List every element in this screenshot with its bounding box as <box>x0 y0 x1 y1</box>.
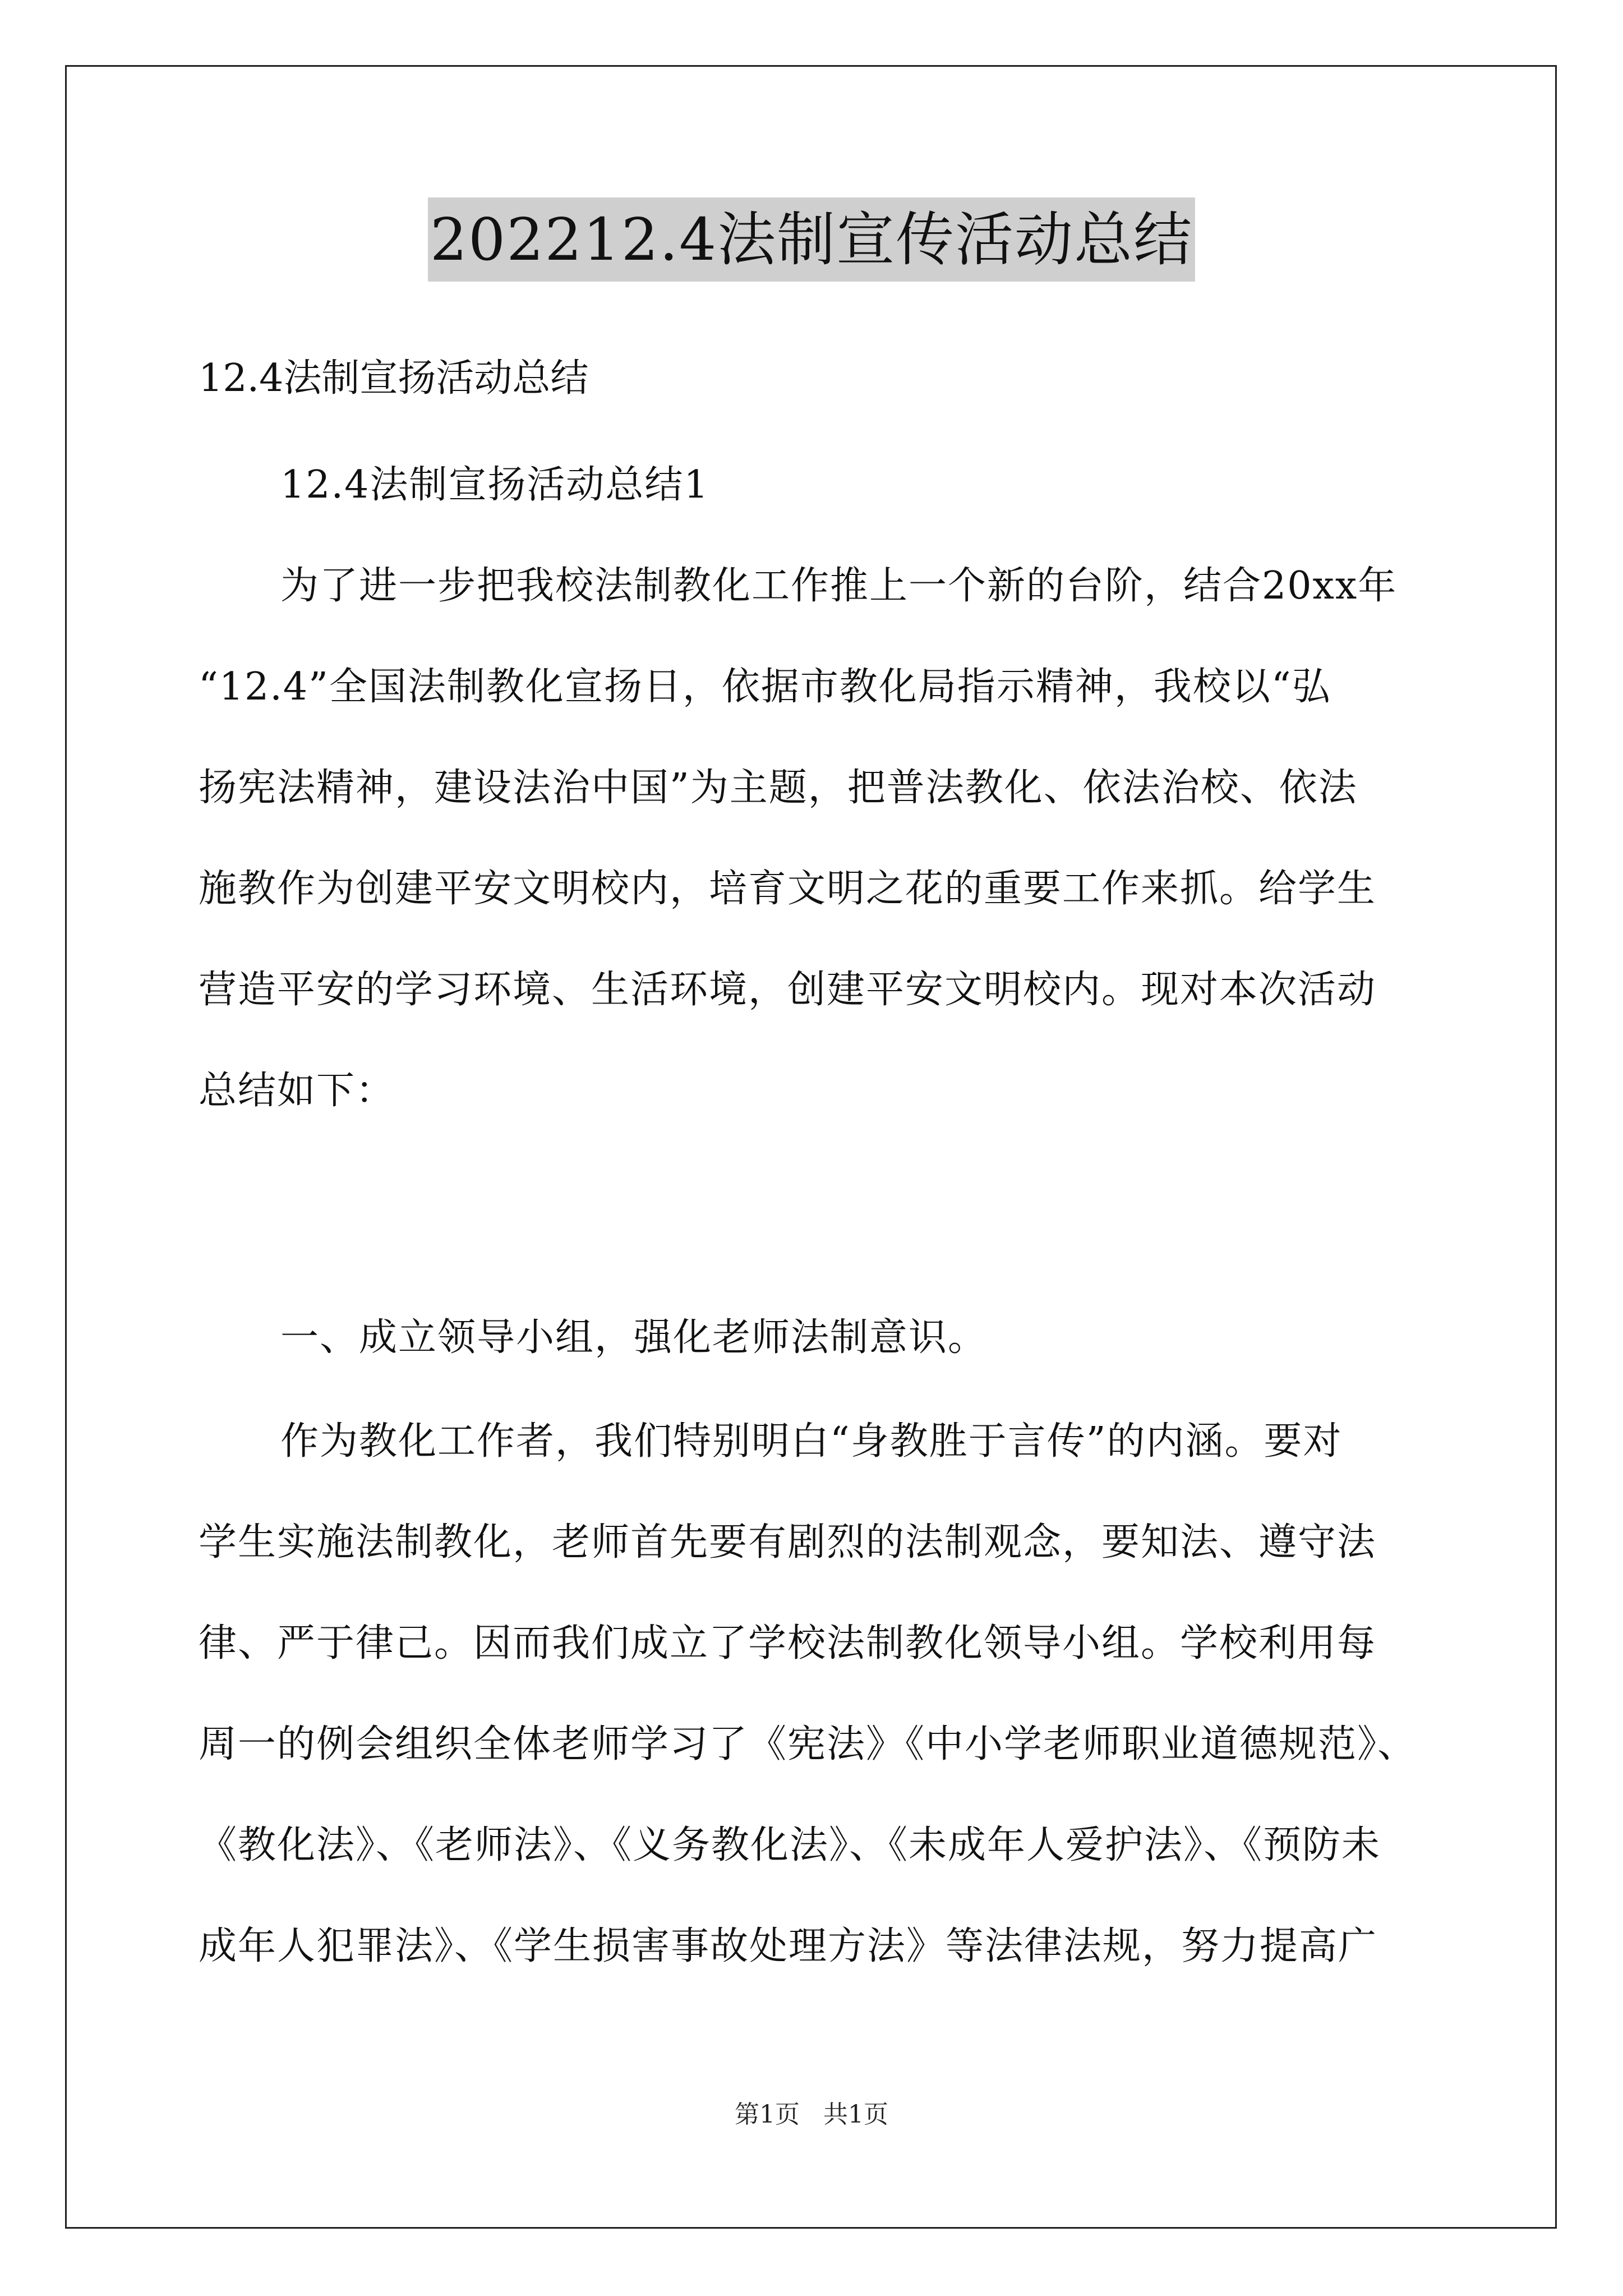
paragraph-line: 律、严于律己。因而我们成立了学校法制教化领导小组。学校利用每 <box>199 1621 1377 1665</box>
paragraph-line: 施教作为创建平安文明校内，培育文明之花的重要工作来抓。给学生 <box>199 867 1377 911</box>
title-container <box>0 197 1623 282</box>
section-heading: 一、成立领导小组，强化老师法制意识。 <box>280 1315 988 1360</box>
page-total: 共1页 <box>823 2100 888 2129</box>
page-number: 第1页 <box>735 2100 800 2129</box>
page-footer <box>0 2098 1623 2132</box>
document-title: 202212.4法制宣传活动总结 <box>428 197 1195 282</box>
section-heading: 12.4法制宣扬活动总结1 <box>280 463 709 507</box>
paragraph-line: 成年人犯罪法》、《学生损害事故处理方法》等法律法规，努力提高广 <box>199 1924 1378 1968</box>
document-subtitle: 12.4法制宣扬活动总结 <box>199 356 589 401</box>
paragraph-line: 营造平安的学习环境、生活环境，创建平安文明校内。现对本次活动 <box>199 968 1377 1012</box>
paragraph-line: “12.4”全国法制教化宣扬日，依据市教化局指示精神，我校以“弘 <box>199 665 1331 709</box>
paragraph-line: 《教化法》、《老师法》、《义务教化法》、《未成年人爱护法》、《预防未 <box>199 1823 1381 1867</box>
paragraph-line: 为了进一步把我校法制教化工作推上一个新的台阶，结合20xx年 <box>280 564 1398 608</box>
paragraph-line: 作为教化工作者，我们特别明白“身教胜于言传”的内涵。要对 <box>280 1419 1343 1464</box>
paragraph-line: 扬宪法精神，建设法治中国”为主题，把普法教化、依法治校、依法 <box>199 766 1358 810</box>
paragraph-line: 周一的例会组织全体老师学习了《宪法》《中小学老师职业道德规范》、 <box>199 1722 1417 1766</box>
paragraph-line: 总结如下： <box>199 1069 395 1113</box>
paragraph-line: 学生实施法制教化，老师首先要有剧烈的法制观念，要知法、遵守法 <box>199 1520 1377 1565</box>
